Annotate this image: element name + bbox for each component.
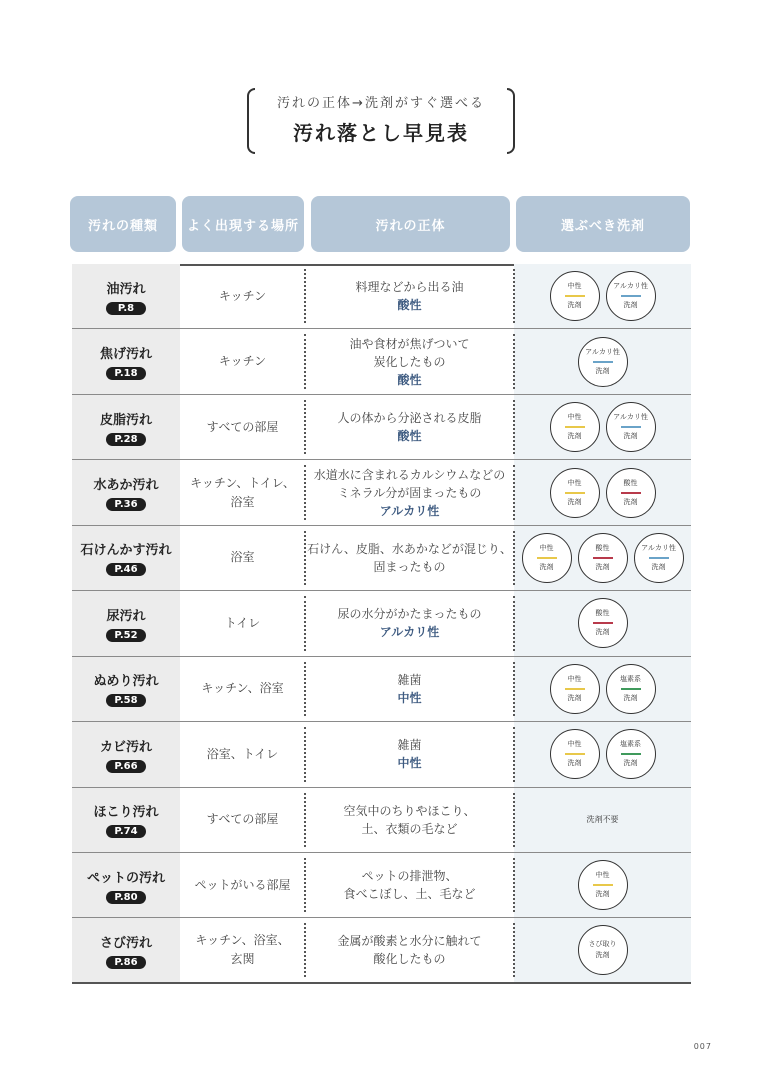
place-cell bbox=[180, 657, 305, 721]
table-row bbox=[72, 460, 691, 525]
stain-table bbox=[72, 264, 691, 984]
header-type: 汚れの種類 bbox=[70, 196, 176, 252]
dotted-divider bbox=[513, 465, 515, 519]
detergent-type: アルカリ性 bbox=[613, 282, 648, 291]
detergent-badge bbox=[606, 271, 656, 321]
dotted-divider bbox=[513, 793, 515, 847]
title-bracket-right bbox=[507, 88, 515, 154]
dotted-divider bbox=[304, 727, 306, 781]
detergent-cell bbox=[514, 918, 691, 981]
dotted-divider bbox=[513, 531, 515, 585]
stain-nature: 酸性 bbox=[397, 429, 422, 444]
detergent-color-line bbox=[593, 361, 613, 363]
detergent-color-line bbox=[621, 492, 641, 494]
cause-cell bbox=[305, 395, 514, 459]
cause-cell bbox=[305, 460, 514, 524]
detergent-badge bbox=[550, 271, 600, 321]
place-text: 浴室、トイレ bbox=[206, 746, 279, 761]
place-cell bbox=[180, 460, 305, 524]
detergent-label: 洗剤 bbox=[567, 759, 582, 768]
detergent-badge bbox=[550, 729, 600, 779]
detergent-label: 洗剤 bbox=[539, 562, 554, 571]
detergent-color-line bbox=[621, 753, 641, 755]
cause-text: 尿の水分がかたまったもの bbox=[337, 607, 482, 622]
place-cell bbox=[180, 264, 305, 328]
dotted-divider bbox=[304, 269, 306, 323]
detergent-group bbox=[550, 402, 656, 452]
detergent-badge bbox=[550, 402, 600, 452]
stain-name: ぬめり汚れ bbox=[93, 674, 159, 690]
table-row bbox=[72, 329, 691, 394]
detergent-label: 洗剤 bbox=[595, 366, 610, 375]
table-row bbox=[72, 722, 691, 787]
cause-text: 雑菌 bbox=[397, 738, 422, 753]
stain-nature: アルカリ性 bbox=[379, 625, 440, 640]
cause-text: 油や食材が焦げついて bbox=[349, 336, 470, 351]
detergent-type: 中性 bbox=[595, 871, 610, 880]
stain-nature: 酸性 bbox=[397, 298, 422, 313]
cause-cell bbox=[305, 591, 514, 655]
stain-type-cell bbox=[72, 395, 180, 459]
stain-name: さび汚れ bbox=[99, 935, 152, 951]
detergent-type: 中性 bbox=[539, 543, 554, 552]
detergent-color-line bbox=[565, 295, 585, 297]
detergent-type: アルカリ性 bbox=[613, 413, 648, 422]
detergent-label: 洗剤 bbox=[595, 562, 610, 571]
detergent-color-line bbox=[565, 426, 585, 428]
detergent-badge bbox=[550, 468, 600, 518]
place-cell bbox=[180, 395, 305, 459]
place-text: キッチン、トイレ、 bbox=[190, 475, 295, 490]
cause-cell bbox=[305, 722, 514, 786]
dotted-divider bbox=[513, 400, 515, 454]
dotted-divider bbox=[513, 923, 515, 976]
detergent-badge bbox=[606, 664, 656, 714]
stain-name: カビ汚れ bbox=[99, 739, 152, 755]
place-text: キッチン、浴室 bbox=[201, 681, 284, 696]
page-badge[interactable]: P.46 bbox=[106, 563, 146, 576]
stain-name: 石けんかす汚れ bbox=[80, 543, 172, 559]
detergent-type: 塩素系 bbox=[620, 674, 641, 683]
page-badge[interactable]: P.28 bbox=[106, 433, 146, 446]
detergent-badge bbox=[606, 402, 656, 452]
cause-text: 土、衣類の毛など bbox=[361, 821, 458, 836]
cause-cell bbox=[305, 329, 514, 393]
cause-text: 酸化したもの bbox=[373, 952, 446, 967]
stain-nature: 酸性 bbox=[397, 372, 422, 387]
detergent-group bbox=[550, 729, 656, 779]
stain-name: 焦げ汚れ bbox=[99, 347, 152, 363]
stain-type-cell bbox=[72, 722, 180, 786]
stain-type-cell bbox=[72, 918, 180, 981]
dotted-divider bbox=[304, 923, 306, 976]
dotted-divider bbox=[513, 727, 515, 781]
page-badge[interactable]: P.52 bbox=[106, 629, 146, 642]
detergent-label: 洗剤 bbox=[651, 562, 666, 571]
dotted-divider bbox=[513, 662, 515, 716]
table-row bbox=[72, 657, 691, 722]
detergent-label: 洗剤 bbox=[595, 628, 610, 637]
detergent-badge bbox=[578, 860, 628, 910]
detergent-type: 塩素系 bbox=[620, 740, 641, 749]
page-badge[interactable]: P.36 bbox=[106, 498, 146, 511]
detergent-type: 中性 bbox=[567, 478, 582, 487]
detergent-label: 洗剤 bbox=[623, 693, 638, 702]
cause-cell bbox=[305, 264, 514, 328]
detergent-group bbox=[550, 468, 656, 518]
page-badge[interactable]: P.58 bbox=[106, 694, 146, 707]
detergent-group bbox=[578, 337, 628, 387]
header-detergent: 選ぶべき洗剤 bbox=[516, 196, 690, 252]
detergent-cell bbox=[514, 657, 691, 721]
detergent-type: 中性 bbox=[567, 282, 582, 291]
page-title: 汚れ落とし早見表 bbox=[293, 121, 469, 145]
detergent-label: 洗剤 bbox=[623, 759, 638, 768]
cause-text: ペットの排泄物、 bbox=[361, 869, 458, 884]
dotted-divider bbox=[304, 465, 306, 519]
table-row bbox=[72, 526, 691, 591]
place-cell bbox=[180, 591, 305, 655]
no-detergent-text: 洗剤不要 bbox=[586, 815, 619, 825]
table-row bbox=[72, 788, 691, 853]
detergent-label: 洗剤 bbox=[595, 951, 610, 960]
place-text: ペットがいる部屋 bbox=[194, 877, 291, 892]
detergent-badge bbox=[550, 664, 600, 714]
cause-text: 金属が酸素と水分に触れて bbox=[337, 934, 482, 949]
cause-text: 炭化したもの bbox=[373, 354, 446, 369]
stain-nature: 中性 bbox=[397, 690, 422, 705]
stain-type-cell bbox=[72, 264, 180, 328]
page-badge[interactable]: P.74 bbox=[106, 825, 146, 838]
page-badge[interactable]: P.66 bbox=[106, 760, 146, 773]
detergent-color-line bbox=[649, 557, 669, 559]
table-row bbox=[72, 853, 691, 918]
detergent-badge bbox=[606, 729, 656, 779]
stain-type-cell bbox=[72, 526, 180, 590]
table-row bbox=[72, 918, 691, 983]
detergent-cell bbox=[514, 591, 691, 655]
detergent-type: 酸性 bbox=[595, 543, 610, 552]
detergent-group bbox=[550, 271, 656, 321]
detergent-type: 中性 bbox=[567, 740, 582, 749]
detergent-type: 酸性 bbox=[595, 609, 610, 618]
detergent-color-line bbox=[565, 753, 585, 755]
place-text: すべての部屋 bbox=[206, 419, 279, 434]
place-cell bbox=[180, 722, 305, 786]
cause-cell bbox=[305, 853, 514, 917]
page-badge[interactable]: P.18 bbox=[106, 367, 146, 380]
place-cell bbox=[180, 526, 305, 590]
cause-text: 固まったもの bbox=[373, 559, 446, 574]
detergent-color-line bbox=[565, 688, 585, 690]
detergent-type: 中性 bbox=[567, 413, 582, 422]
detergent-cell bbox=[514, 329, 691, 393]
dotted-divider bbox=[513, 269, 515, 323]
cause-text: 食べこぼし、土、毛など bbox=[343, 887, 476, 902]
cause-text: 石けん、皮脂、水あかなどが混じり、 bbox=[307, 541, 512, 556]
header-place: よく出現する場所 bbox=[182, 196, 304, 252]
place-text: キッチン bbox=[218, 288, 267, 303]
dotted-divider bbox=[304, 596, 306, 650]
detergent-badge bbox=[578, 337, 628, 387]
detergent-cell bbox=[514, 264, 691, 328]
dotted-divider bbox=[304, 793, 306, 847]
dotted-divider bbox=[304, 858, 306, 912]
cause-text: 料理などから出る油 bbox=[355, 280, 464, 295]
detergent-type: さび取り bbox=[588, 940, 617, 949]
detergent-group bbox=[522, 533, 684, 583]
detergent-label: 洗剤 bbox=[623, 432, 638, 441]
table-row bbox=[72, 395, 691, 460]
stain-type-cell bbox=[72, 788, 180, 852]
detergent-cell bbox=[514, 788, 691, 852]
cause-cell bbox=[305, 918, 514, 981]
detergent-label: 洗剤 bbox=[623, 497, 638, 506]
table-row bbox=[72, 591, 691, 656]
stain-type-cell bbox=[72, 329, 180, 393]
cause-text: 雑菌 bbox=[397, 672, 422, 687]
detergent-color-line bbox=[621, 688, 641, 690]
place-text: キッチン、浴室、 bbox=[195, 933, 290, 948]
stain-type-cell bbox=[72, 657, 180, 721]
cause-cell bbox=[305, 526, 514, 590]
page-badge[interactable]: P.86 bbox=[106, 956, 146, 969]
detergent-cell bbox=[514, 526, 691, 590]
cause-text: 人の体から分泌される皮脂 bbox=[337, 411, 482, 426]
header-cause: 汚れの正体 bbox=[311, 196, 510, 252]
detergent-color-line bbox=[537, 557, 557, 559]
stain-name: 尿汚れ bbox=[106, 608, 146, 624]
stain-name: 皮脂汚れ bbox=[99, 412, 152, 428]
dotted-divider bbox=[513, 858, 515, 912]
detergent-cell bbox=[514, 395, 691, 459]
detergent-badge bbox=[522, 533, 572, 583]
place-text: トイレ bbox=[224, 615, 261, 630]
detergent-cell bbox=[514, 853, 691, 917]
page-badge[interactable]: P.80 bbox=[106, 891, 146, 904]
detergent-cell bbox=[514, 460, 691, 524]
place-cell bbox=[180, 853, 305, 917]
cause-text: 水道水に含まれるカルシウムなどの bbox=[313, 467, 506, 482]
detergent-badge bbox=[578, 598, 628, 648]
dotted-divider bbox=[304, 334, 306, 388]
detergent-type: アルカリ性 bbox=[641, 543, 676, 552]
place-cell bbox=[180, 788, 305, 852]
place-text: キッチン bbox=[218, 354, 267, 369]
detergent-color-line bbox=[593, 557, 613, 559]
stain-nature: 中性 bbox=[397, 756, 422, 771]
cause-text: ミネラル分が固まったもの bbox=[337, 485, 482, 500]
stain-name: 水あか汚れ bbox=[93, 478, 159, 494]
dotted-divider bbox=[304, 531, 306, 585]
detergent-badge bbox=[578, 533, 628, 583]
place-text: すべての部屋 bbox=[206, 812, 279, 827]
detergent-badge bbox=[606, 468, 656, 518]
stain-name: ペットの汚れ bbox=[86, 870, 165, 886]
detergent-group bbox=[578, 598, 628, 648]
detergent-badge bbox=[634, 533, 684, 583]
detergent-type: アルカリ性 bbox=[585, 347, 620, 356]
detergent-label: 洗剤 bbox=[595, 890, 610, 899]
detergent-group bbox=[578, 925, 628, 975]
stain-name: 油汚れ bbox=[106, 281, 146, 297]
dotted-divider bbox=[304, 400, 306, 454]
cause-text: 空気中のちりやほこり、 bbox=[343, 803, 476, 818]
detergent-label: 洗剤 bbox=[567, 497, 582, 506]
subtitle: 汚れの正体→洗剤がすぐ選べる bbox=[277, 96, 485, 111]
detergent-color-line bbox=[593, 622, 613, 624]
place-text: 玄関 bbox=[230, 952, 255, 967]
place-text: 浴室 bbox=[230, 550, 255, 565]
detergent-label: 洗剤 bbox=[623, 301, 638, 310]
detergent-color-line bbox=[621, 295, 641, 297]
detergent-label: 洗剤 bbox=[567, 301, 582, 310]
stain-nature: アルカリ性 bbox=[379, 503, 440, 518]
detergent-color-line bbox=[593, 884, 613, 886]
place-cell bbox=[180, 329, 305, 393]
title-block bbox=[247, 88, 515, 156]
detergent-cell bbox=[514, 722, 691, 786]
detergent-badge bbox=[578, 925, 628, 975]
cause-cell bbox=[305, 788, 514, 852]
cause-cell bbox=[305, 657, 514, 721]
detergent-type: 中性 bbox=[567, 674, 582, 683]
page-badge[interactable]: P.8 bbox=[106, 302, 146, 315]
detergent-group bbox=[578, 860, 628, 910]
detergent-type: 酸性 bbox=[623, 478, 638, 487]
detergent-color-line bbox=[565, 492, 585, 494]
dotted-divider bbox=[513, 596, 515, 650]
detergent-label: 洗剤 bbox=[567, 432, 582, 441]
place-text: 浴室 bbox=[230, 494, 255, 509]
stain-type-cell bbox=[72, 853, 180, 917]
dotted-divider bbox=[513, 334, 515, 388]
place-cell bbox=[180, 918, 305, 981]
stain-name: ほこり汚れ bbox=[93, 805, 159, 821]
detergent-label: 洗剤 bbox=[567, 693, 582, 702]
table-row bbox=[72, 264, 691, 329]
stain-type-cell bbox=[72, 460, 180, 524]
page-number: 007 bbox=[693, 1042, 712, 1051]
dotted-divider bbox=[304, 662, 306, 716]
detergent-color-line bbox=[621, 426, 641, 428]
stain-type-cell bbox=[72, 591, 180, 655]
detergent-group bbox=[550, 664, 656, 714]
